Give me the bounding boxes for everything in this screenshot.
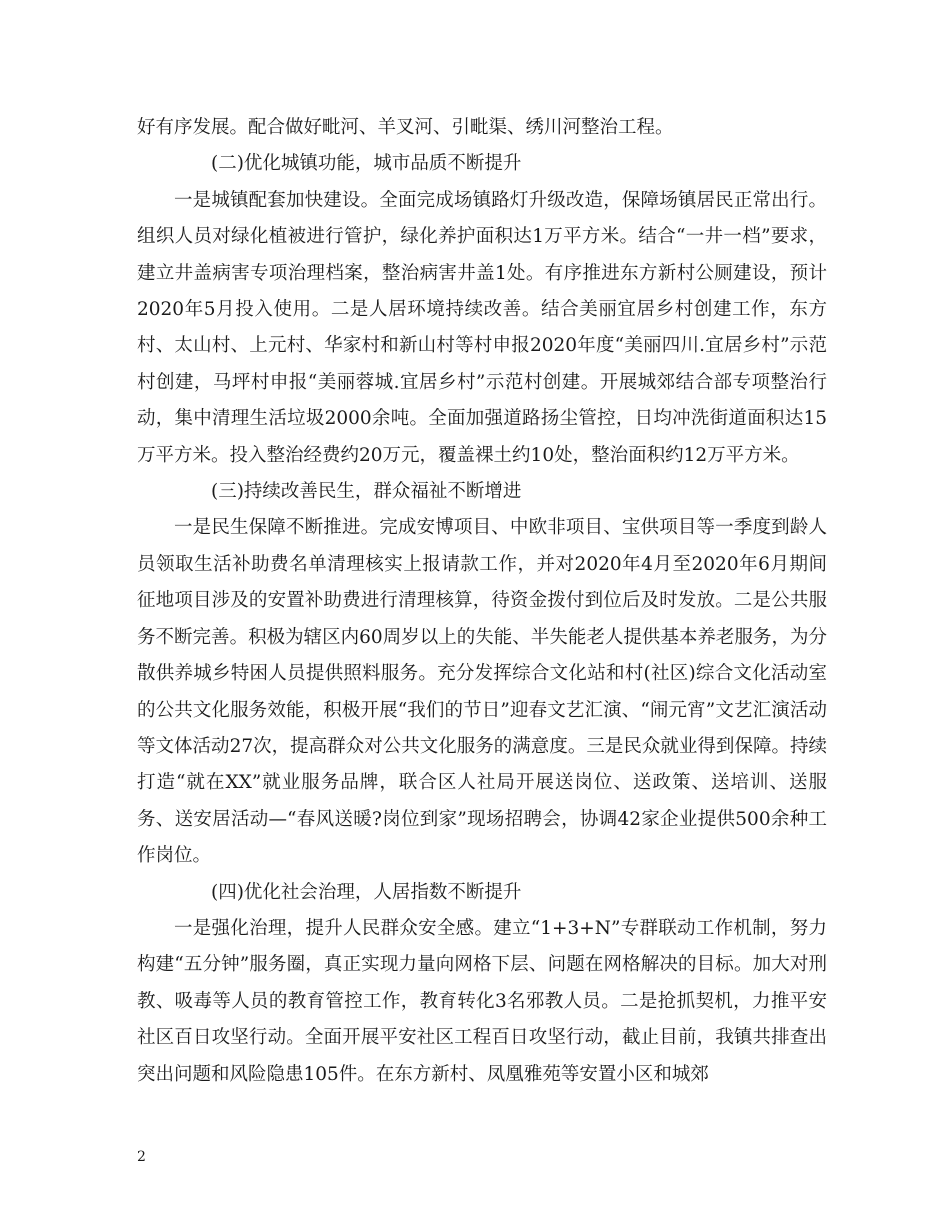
section-heading-4: (四)优化社会治理，人居指数不断提升 bbox=[211, 881, 522, 903]
paragraph-livelihood: 一是民生保障不断推进。完成安博项目、中欧非项目、宝供项目等一季度到龄人员领取生活补助费名单清理核实上报请款工作，并对2020年4月至2020年6月期间征地项目涉及的安置补助费进行清理核算，待资金拨付到位后及时发放。二是公共服务不断完善。积极为辖区内60周岁以上的失能、半失能老人提供基本养老服务，为分散供养城乡特困人员提供照料服务。充分发挥综合文化站和村(社区)综合文化活动室的公共文化服务效能，积极开展“我们的节日”迎春文艺汇演、“闹元宵”文艺汇演活动等文体活动27次，提高群众对公共文化服务的满意度。三是民众就业得到保障。持续打造“就在XX”就业服务品牌，联合区人社局开展送岗位、送政策、送培训、送服务、送安居活动—“春风送暖?岗位到家”现场招聘会，协调42家企业提供500余种工作岗位。 bbox=[137, 517, 827, 867]
paragraph-continuation: 好有序发展。配合做好毗河、羊叉河、引毗渠、绣川河整治工程。 bbox=[137, 117, 674, 138]
paragraph-urban-function: 一是城镇配套加快建设。全面完成场镇路灯升级改造，保障场镇居民正常出行。组织人员对绿化植被进行管护，绿化养护面积达1万平方米。结合“一井一档”要求，建立井盖病害专项治理档案，整治病害井盖1处。有序推进东方新村公厕建设，预计2020年5月投入使用。二是人居环境持续改善。结合美丽宜居乡村创建工作，东方村、太山村、上元村、华家村和新山村等村申报2020年度“美丽四川.宜居乡村”示范村创建，马坪村申报“美丽蓉城.宜居乡村”示范村创建。开展城郊结合部专项整治行动，集中清理生活垃圾2000余吨。全面加强道路扬尘管控，日均冲洗街道面积达15万平方米。投入整治经费约20万元，覆盖裸土约10处，整治面积约12万平方米。 bbox=[137, 189, 827, 466]
page-number: 2 bbox=[137, 1149, 146, 1165]
document-body bbox=[137, 110, 827, 1093]
section-heading-3: (三)持续改善民生，群众福祉不断增进 bbox=[211, 481, 522, 503]
paragraph-social-governance: 一是强化治理，提升人民群众安全感。建立“1+3+N”专群联动工作机制，努力构建“五分钟”服务圈，真正实现力量向网格下层、问题在网格解决的目标。加大对刑教、吸毒等人员的教育管控工作，教育转化3名邪教人员。二是抢抓契机，力推平安社区百日攻坚行动。全面开展平安社区工程百日攻坚行动，截止目前，我镇共排查出突出问题和风险隐患105件。在东方新村、凤凰雅苑等安置小区和城郊 bbox=[137, 917, 827, 1085]
section-heading-2: (二)优化城镇功能，城市品质不断提升 bbox=[211, 153, 522, 175]
